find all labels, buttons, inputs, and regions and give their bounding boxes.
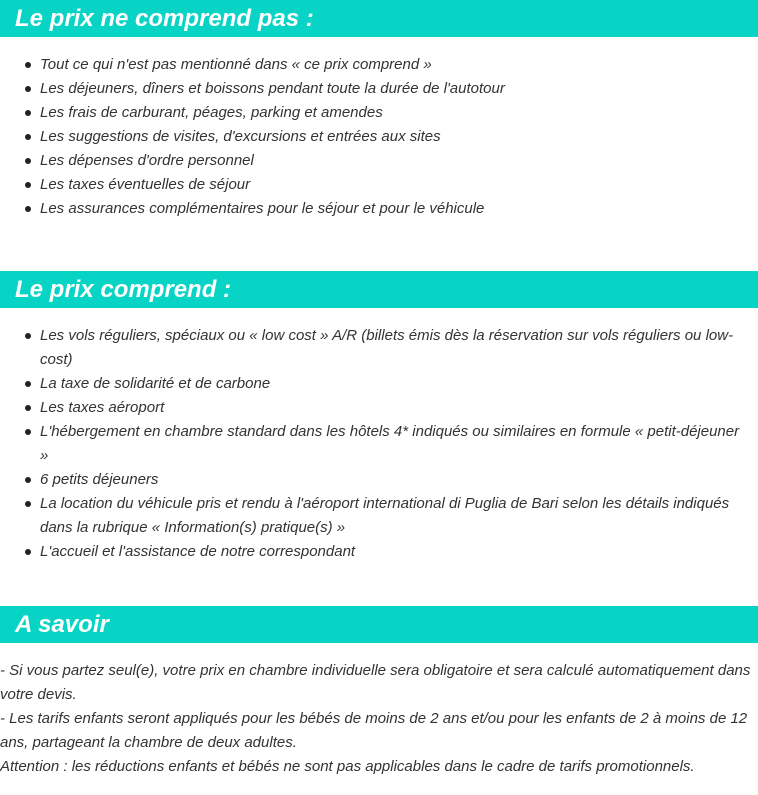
bullet-icon xyxy=(25,549,31,555)
list-item: Les taxes aéroport xyxy=(0,396,758,420)
list-item: Les déjeuners, dîners et boissons pendant toute la durée de l'autotour xyxy=(0,77,758,101)
good-to-know-text xyxy=(0,659,752,779)
included-list xyxy=(0,324,758,564)
list-item: 6 petits déjeuners xyxy=(0,468,758,492)
bullet-icon xyxy=(25,429,31,435)
section-header-good-to-know xyxy=(0,606,758,643)
info-paragraph: Attention : les réductions enfants et bébés ne sont pas applicables dans le cadre de tarifs promotionnels. xyxy=(0,758,695,775)
bullet-icon xyxy=(25,62,31,68)
section-header-included xyxy=(0,271,758,308)
bullet-icon xyxy=(25,206,31,212)
bullet-icon xyxy=(25,86,31,92)
bullet-icon xyxy=(25,405,31,411)
list-item: La location du véhicule pris et rendu à l'aéroport international di Puglia de Bari selon les détails indiqués dans la rubrique « Information(s) pratique(s) » xyxy=(0,492,758,540)
section-header-not-included xyxy=(0,0,758,37)
list-item: Les assurances complémentaires pour le séjour et pour le véhicule xyxy=(0,197,758,221)
list-item: Les frais de carburant, péages, parking et amendes xyxy=(0,101,758,125)
section-title: Le prix comprend : xyxy=(15,276,232,303)
bullet-icon xyxy=(25,381,31,387)
list-item: Les taxes éventuelles de séjour xyxy=(0,173,758,197)
not-included-list xyxy=(0,53,758,221)
list-item: L'accueil et l'assistance de notre correspondant xyxy=(0,540,758,564)
info-paragraph: - Si vous partez seul(e), votre prix en chambre individuelle sera obligatoire et sera calculé automatiquement dans votre devis. xyxy=(0,662,751,703)
bullet-icon xyxy=(25,134,31,140)
section-title: Le prix ne comprend pas : xyxy=(15,5,314,32)
list-item: Tout ce qui n'est pas mentionné dans « ce prix comprend » xyxy=(0,53,758,77)
bullet-icon xyxy=(25,501,31,507)
info-paragraph: - Les tarifs enfants seront appliqués pour les bébés de moins de 2 ans et/ou pour les enfants de 2 à moins de 12 ans, partageant la chambre de deux adultes. xyxy=(0,710,748,751)
list-item: Les vols réguliers, spéciaux ou « low cost » A/R (billets émis dès la réservation sur vols réguliers ou low-cost) xyxy=(0,324,758,372)
list-item: L'hébergement en chambre standard dans les hôtels 4* indiqués ou similaires en formule « petit-déjeuner » xyxy=(0,420,758,468)
list-item: Les dépenses d'ordre personnel xyxy=(0,149,758,173)
list-item: Les suggestions de visites, d'excursions et entrées aux sites xyxy=(0,125,758,149)
bullet-icon xyxy=(25,182,31,188)
list-item: La taxe de solidarité et de carbone xyxy=(0,372,758,396)
bullet-icon xyxy=(25,477,31,483)
bullet-icon xyxy=(25,333,31,339)
bullet-icon xyxy=(25,158,31,164)
bullet-icon xyxy=(25,110,31,116)
section-title: A savoir xyxy=(15,611,109,638)
